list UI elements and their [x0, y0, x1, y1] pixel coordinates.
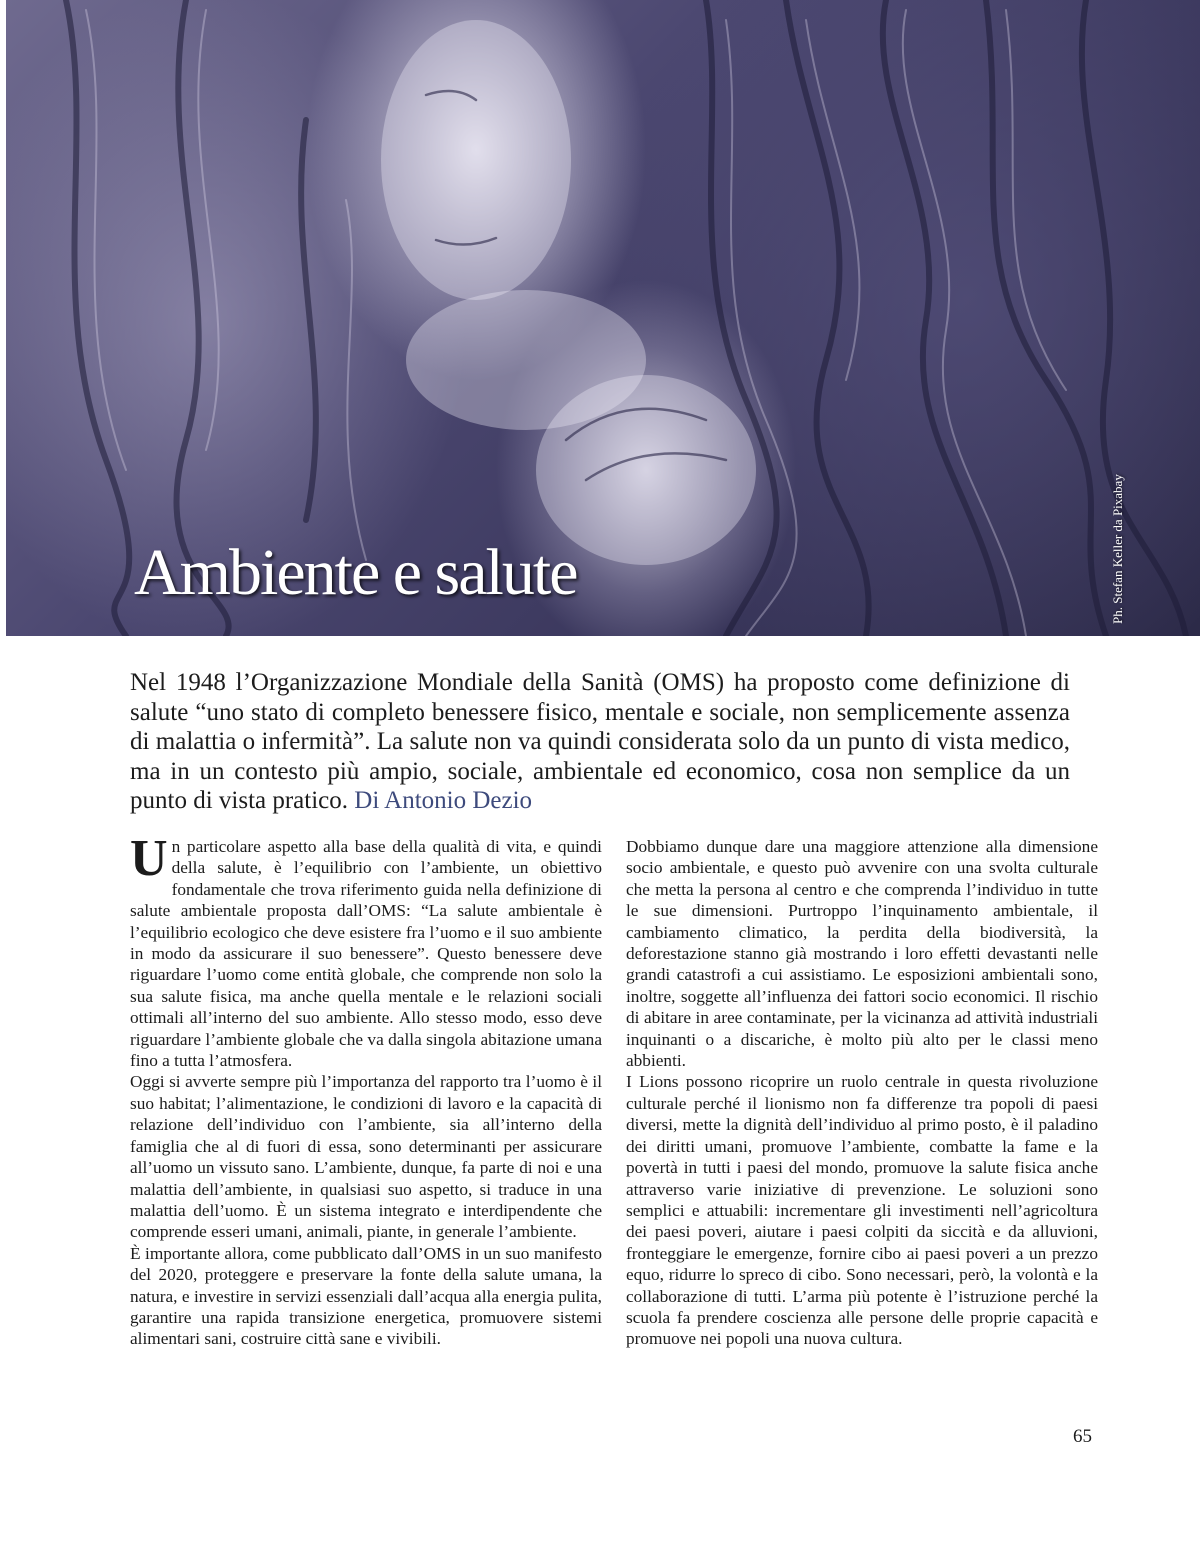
author-byline: Di Antonio Dezio — [354, 787, 533, 814]
hero-image — [6, 0, 1200, 636]
photo-credit: Ph. Stefan Keller da Pixabay — [1110, 474, 1125, 624]
drop-cap: U — [130, 830, 168, 887]
body-paragraph: I Lions possono ricoprire un ruolo centrale in questa rivoluzione culturale perché il lionismo non fa differenze tra popoli di paesi diversi, mette la dignità dell’individuo al primo posto, è il paladino dei diritti umani, promuove l’ambiente, combatte la fame e la povertà in tutti i paesi del mondo, promuove la salute fisica anche attraverso varie iniziative di prevenzione. Le soluzioni sono semplici e attuabili: incrementare gli investimenti nell’agricoltura dei paesi poveri, aiutare i paesi colpiti da siccità e da alluvioni, fronteggiare le emergenze, fornire cibo ai paesi poveri a un prezzo equo, ridurre lo spreco di cibo. Sono necessari, però, la volontà e la collaborazione di tutti. L’arma più potente è l’istruzione perché la scuola fa prendere coscienza alle persone delle proprie capacità e promuove nei popoli una nuova cultura. — [626, 1072, 1098, 1349]
article-intro — [130, 668, 1070, 816]
paragraph-text: n particolare aspetto alla base della qualità di vita, e quindi della salute, è l’equilibrio con l’ambiente, un obiettivo fondamentale che trova riferimento guida nella definizione di salute ambientale proposta dall’OMS: “La salute ambientale è l’equilibrio ecologico che deve esistere fra l’uomo e il suo ambiente in modo da assicurare il suo benessere”. Questo benessere deve riguardare l’uomo come entità globale, che comprende non solo la sua salute fisica, ma anche quella mentale e le relazioni sociali ottimali all’interno del suo ambiente. Allo stesso modo, esso deve riguardare l’ambiente globale che va dalla singola abitazione umana fino a tutta l’atmosfera. — [130, 837, 602, 1071]
body-column-left — [130, 830, 602, 1350]
intro-text: Nel 1948 l’Organizzazione Mondiale della Sanità (OMS) ha proposto come definizione di salute “uno stato di completo benessere fisico, mentale e sociale, non semplicemente assenza di malattia o infermità”. La salute non va quindi considerata solo da un punto di vista medico, ma in un contesto più ampio, sociale, ambientale ed economico, cosa non semplice da un punto di vista pratico. — [130, 669, 1070, 814]
body-paragraph: Oggi si avverte sempre più l’importanza del rapporto tra l’uomo è il suo habitat; l’alimentazione, le condizioni di lavoro e la capacità di relazione dell’individuo con l’ambiente, sia all’interno della famiglia che al di fuori di essa, sono determinanti per assicurare all’uomo un vissuto sano. L’ambiente, dunque, fa parte di noi e una malattia dell’ambiente, in qualsiasi suo aspetto, si traduce in una malattia dell’uomo. È un sistema integrato e interdipendente che comprende esseri umani, animali, piante, in generale l’ambiente. — [130, 1072, 602, 1242]
body-paragraph — [130, 830, 602, 1071]
body-paragraph: Dobbiamo dunque dare una maggiore attenzione alla dimensione socio ambientale, e questo può avvenire con una svolta culturale che metta la persona al centro e che comprenda l’individuo in tutte le sue dimensioni. Purtroppo l’inquinamento ambientale, il cambiamento climatico, la perdita della biodiversità, la deforestazione stanno già mostrando i loro effetti devastanti nelle grandi catastrofi a cui assistiamo. Le esposizioni ambientali sono, inoltre, soggette all’influenza dei fattori socio economici. Il rischio di abitare in aree contaminate, per la vicinanza ad attività industriali inquinanti o a discariche, è molto più alto per le classi meno abbienti. — [626, 837, 1098, 1071]
article-title: Ambiente e salute — [134, 536, 577, 609]
page-number: 65 — [1073, 1426, 1092, 1447]
body-column-right — [626, 836, 1098, 1350]
body-paragraph: È importante allora, come pubblicato dall’OMS in un suo manifesto del 2020, proteggere e preservare la fonte della salute umana, la natura, e investire in servizi essenziali dall’acqua alla energia pulita, garantire una rapida transizione energetica, promuovere sistemi alimentari sani, costruire città sane e vivibili. — [130, 1243, 602, 1349]
